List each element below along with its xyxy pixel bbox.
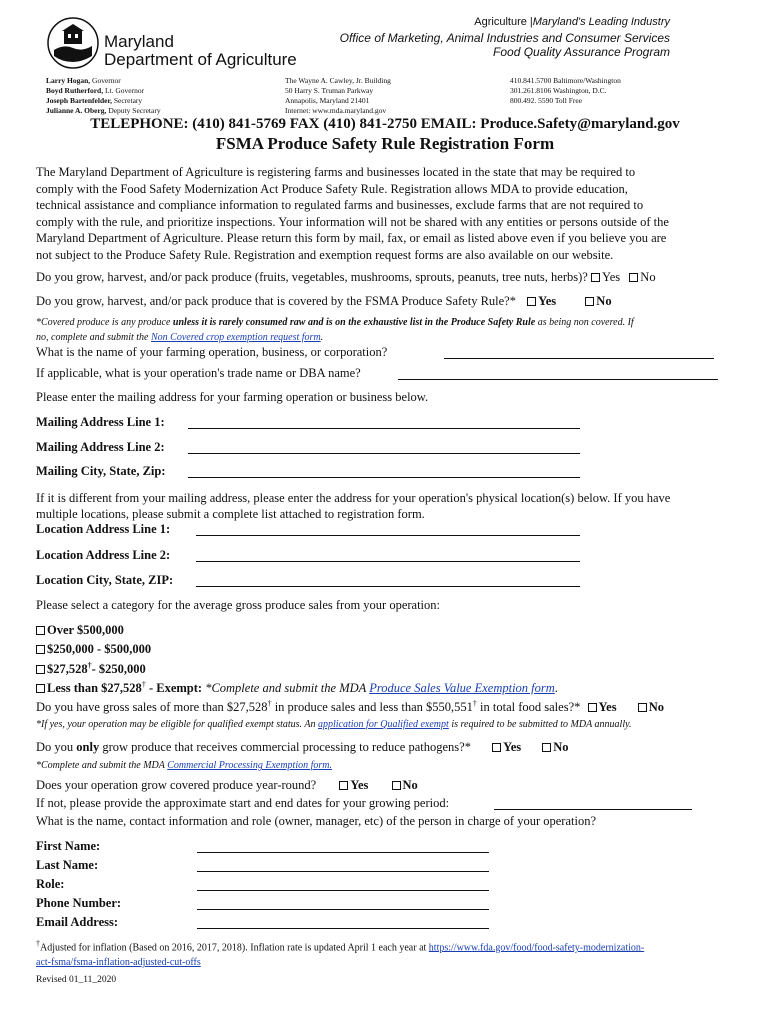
dagger-mark: †: [141, 680, 146, 689]
note-line: no, complete and submit the Non Covered crop exemption request form.: [36, 332, 324, 343]
question-dba-name: [36, 366, 361, 381]
intro-line: The Maryland Department of Agriculture is registering farms and businesses located in the state that may be required to: [36, 165, 636, 179]
no-checkbox[interactable]: [585, 297, 594, 306]
question-covered-produce: [36, 294, 612, 309]
dagger-mark: †: [472, 699, 477, 708]
sales-prompt: Please select a category for the average gross produce sales from your operation:: [36, 598, 441, 612]
question-text: Does your operation grow covered produce year-round?: [36, 778, 317, 792]
sales-note: *Complete and submit the MDA: [202, 681, 370, 696]
location-prompt-line: multiple locations, please submit a complete list attached to registration form.: [36, 507, 425, 521]
mailing-line2-field[interactable]: [188, 453, 580, 454]
location-line2-label: Location Address Line 2:: [36, 548, 171, 562]
sales-label: $27,528: [47, 662, 88, 677]
question-text: If not, please provide the approximate start and end dates for your growing period:: [36, 796, 450, 810]
sales-label: - $250,000: [91, 662, 146, 677]
last-name-field[interactable]: [197, 871, 489, 872]
sales-label: Over $500,000: [47, 623, 124, 637]
qualified-exempt-note: *If yes, your operation may be eligible for qualified exempt status. An application for Qualified exempt is required to be submitted to MDA annually.: [36, 719, 632, 730]
question-year-round: [36, 778, 418, 793]
intro-line: comply with the rule, and prioritize inspections. Your information will not be shared with any entities or persons outside of the: [36, 214, 669, 229]
question-text: What is the name of your farming operation, business, or corporation?: [36, 345, 388, 359]
first-name-label: First Name:: [36, 839, 101, 853]
phone-line: 301.261.8106 Washington, D.C.: [510, 86, 607, 95]
yes-label: Yes: [598, 700, 617, 715]
mda-logo: [46, 14, 316, 72]
no-checkbox[interactable]: [542, 743, 551, 752]
question-commercial-processing: Do you only grow produce that receives commercial processing to reduce pathogens?* Yes No: [36, 740, 569, 754]
intro-line: not subject to the Produce Safety Rule. Registration and exemption request forms are also available on our website.: [36, 247, 614, 262]
no-label: No: [553, 740, 569, 754]
logo-line1: Maryland: [104, 32, 174, 51]
email-address-label: Email Address:: [36, 915, 119, 929]
first-name-field[interactable]: [197, 852, 489, 853]
sales-checkbox[interactable]: [36, 665, 45, 674]
contact-line: TELEPHONE: (410) 841-5769 FAX (410) 841-2750 EMAIL: Produce.Safety@maryland.gov: [90, 116, 680, 132]
intro-paragraph: [36, 164, 669, 263]
yes-checkbox[interactable]: [591, 273, 600, 282]
mailing-line1-field[interactable]: [188, 428, 580, 429]
header-tagline: [474, 16, 670, 28]
question-text: in produce sales and less than $550,551: [271, 700, 473, 715]
yes-checkbox[interactable]: [588, 703, 597, 712]
yes-checkbox[interactable]: [527, 297, 536, 306]
question-text: Do you have gross sales of more than $27,528: [36, 700, 268, 715]
mailing-line2-label: Mailing Address Line 2:: [36, 440, 165, 454]
tagline-prefix: Agriculture |: [474, 16, 533, 28]
qualified-exempt-link[interactable]: application for Qualified exempt: [318, 719, 449, 730]
address-line: Annapolis, Maryland 21401: [285, 96, 370, 105]
question-operation-name: [36, 345, 387, 360]
sales-exemption-link[interactable]: Produce Sales Value Exemption form: [369, 681, 555, 696]
location-line1-label: Location Address Line 1:: [36, 522, 171, 536]
role-field[interactable]: [197, 890, 489, 891]
mailing-prompt: Please enter the mailing address for your farming operation or business below.: [36, 390, 429, 404]
sales-checkbox[interactable]: [36, 684, 45, 693]
dagger-mark: †: [36, 939, 40, 948]
footnote-line: †Adjusted for inflation (Based on 2016, 2017, 2018). Inflation rate is updated April 1 each year at https://www.fda.gov/food/food-safety-modernization-: [36, 939, 645, 954]
sales-label: - Exempt:: [145, 681, 203, 696]
header-office: Office of Marketing, Animal Industries and Consumer Services: [339, 31, 670, 45]
mailing-line1-label: Mailing Address Line 1:: [36, 415, 165, 429]
no-label: No: [640, 270, 656, 284]
question-grow-produce: [36, 270, 656, 285]
sales-label: $250,000 - $500,000: [47, 642, 152, 656]
official-item: Julianne A. Oberg, Deputy Secretary: [46, 106, 161, 115]
yes-checkbox[interactable]: [339, 781, 348, 790]
header-program: Food Quality Assurance Program: [493, 45, 670, 59]
dagger-mark: †: [267, 699, 272, 708]
question-text: Do you grow, harvest, and/or pack produce (fruits, vegetables, mushrooms, sprouts, peanuts, tree nuts, herbs)?: [36, 270, 588, 284]
revised-date: Revised 01_11_2020: [36, 975, 117, 985]
location-prompt-line: If it is different from your mailing address, please enter the address for your operation's physical location(s) below. If you have: [36, 491, 671, 505]
processing-exemption-link[interactable]: Commercial Processing Exemption form.: [167, 760, 332, 771]
location-prompt: [36, 490, 670, 522]
question-text: in total food sales?*: [476, 700, 581, 715]
growing-dates-field[interactable]: [494, 809, 692, 810]
official-item: Larry Hogan, Governor: [46, 76, 121, 85]
intro-line: Maryland Department of Agriculture. Please return this form by mail, fax, or email as listed above even if you believe you are: [36, 231, 667, 245]
intro-line: technical assistance and compliance information to regulated farms and businesses, exclude farms that are not required to: [36, 198, 644, 212]
yes-label: Yes: [503, 740, 522, 754]
mailing-city-field[interactable]: [188, 477, 580, 478]
inflation-footnote: [36, 936, 644, 970]
sales-option-250k-500k: [36, 642, 151, 657]
sales-label: Less than $27,528: [47, 681, 142, 696]
question-text: If applicable, what is your operation's trade name or DBA name?: [36, 366, 361, 380]
no-checkbox[interactable]: [392, 781, 401, 790]
page-title: FSMA Produce Safety Rule Registration Form: [215, 134, 555, 153]
officials-list: [46, 76, 161, 116]
location-line1-field[interactable]: [196, 535, 580, 536]
email-address-field[interactable]: [197, 928, 489, 929]
phone-number-field[interactable]: [197, 909, 489, 910]
dagger-mark: †: [87, 661, 92, 670]
address-line: Internet: www.mda.maryland.gov: [285, 106, 387, 115]
non-covered-exemption-link[interactable]: Non Covered crop exemption request form: [150, 332, 321, 343]
official-item: Boyd Rutherford, Lt. Governor: [46, 86, 145, 95]
address-block: [285, 76, 391, 116]
note-line: *Covered produce is any produce unless it is rarely consumed raw and is on the exhaustive list in the Produce Safety Rule as being non covered. If: [36, 317, 634, 328]
operation-name-field[interactable]: [444, 358, 714, 359]
mailing-city-label: Mailing City, State, Zip:: [36, 464, 166, 478]
question-gross-sales: [36, 699, 664, 715]
question-text: Do you grow, harvest, and/or pack produce that is covered by the FSMA Produce Safety Rule?*: [36, 294, 516, 308]
footnote-line: [36, 955, 644, 970]
fda-inflation-link[interactable]: https://www.fda.gov/food/food-safety-modernization-: [428, 942, 645, 954]
tagline-suffix: Maryland's Leading Industry: [532, 16, 670, 28]
dba-name-field[interactable]: [398, 379, 718, 380]
sales-option-under-27k: Less than $27,528† - Exempt: *Complete and submit the MDA Produce Sales Value Exemption form.: [36, 680, 558, 696]
last-name-label: Last Name:: [36, 858, 99, 872]
sales-checkbox[interactable]: [36, 645, 45, 654]
location-line2-field[interactable]: [196, 561, 580, 562]
no-checkbox[interactable]: [629, 273, 638, 282]
location-city-field[interactable]: [196, 586, 580, 587]
no-checkbox[interactable]: [638, 703, 647, 712]
phone-line: 410.841.5700 Baltimore/Washington: [510, 76, 621, 85]
mda-seal-icon: [46, 16, 100, 70]
sales-checkbox[interactable]: [36, 626, 45, 635]
processing-note: *Complete and submit the MDA Commercial Processing Exemption form.: [36, 760, 332, 771]
official-item: Joseph Bartenfelder, Secretary: [46, 96, 143, 105]
covered-produce-note: [36, 315, 634, 345]
no-label: No: [402, 778, 418, 792]
address-line: The Wayne A. Cawley, Jr. Building: [285, 76, 391, 85]
location-city-label: Location City, State, ZIP:: [36, 573, 174, 587]
yes-label: Yes: [601, 270, 621, 284]
address-line: 50 Harry S. Truman Parkway: [285, 86, 374, 95]
yes-label: Yes: [538, 294, 557, 308]
no-label: No: [596, 294, 612, 308]
question-contact: What is the name, contact information and role (owner, manager, etc) of the person in charge of your operation?: [36, 814, 597, 828]
phone-line: 800.492. 5590 Toll Free: [510, 96, 583, 105]
phone-number-label: Phone Number:: [36, 896, 122, 910]
sales-option-27k-250k: [36, 661, 146, 677]
intro-line: comply with the Food Safety Modernization Act Produce Safety Rule. Registration allows MDA to provide education,: [36, 181, 628, 196]
role-label: Role:: [36, 877, 65, 891]
yes-checkbox[interactable]: [492, 743, 501, 752]
fda-inflation-link-cont[interactable]: act-fsma/fsma-inflation-adjusted-cut-offs: [36, 957, 201, 969]
logo-line2: Department of Agriculture: [104, 50, 297, 69]
sales-option-over-500k: [36, 623, 124, 638]
no-label: No: [648, 700, 664, 715]
question-growing-dates: [36, 796, 449, 811]
yes-label: Yes: [350, 778, 369, 792]
phone-block: [510, 76, 621, 106]
